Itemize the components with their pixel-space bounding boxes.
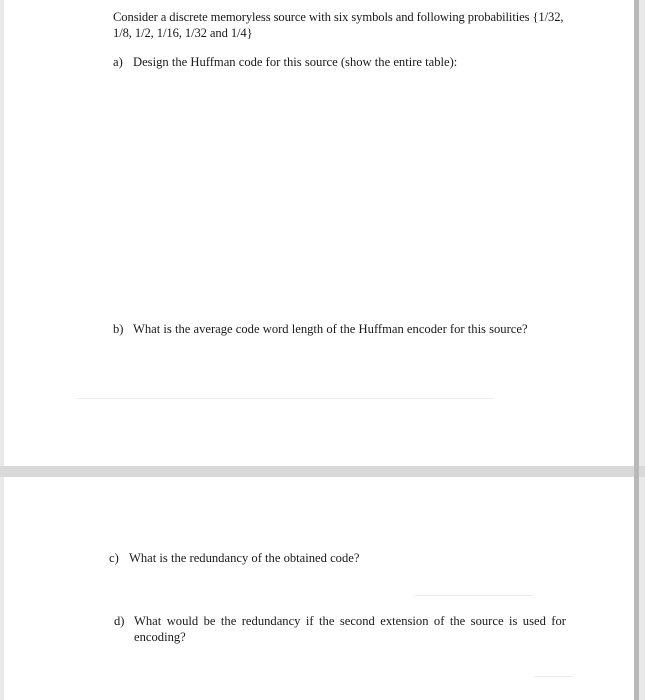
faint-rule — [415, 595, 533, 596]
faint-rule — [77, 398, 494, 399]
question-b-text: What is the average code word length of the Huffman encoder for this source? — [133, 322, 528, 336]
question-c-text: What is the redundancy of the obtained code? — [129, 551, 360, 565]
scrollbar-edge — [634, 0, 639, 700]
problem-statement: Consider a discrete memoryless source with six symbols and following probabilities {1/32, 1/8, 1/2, 1/16, 1/32 and 1/4} — [113, 10, 564, 40]
question-b-label: b) — [113, 322, 124, 336]
question-d-text: What would be the redundancy if the second extension of the source is used for encoding? — [134, 614, 566, 644]
question-a-label: a) — [113, 55, 123, 69]
page-gap — [0, 466, 645, 477]
document-page-2 — [4, 477, 634, 700]
question-a-text: Design the Huffman code for this source (show the entire table): — [133, 55, 458, 69]
question-d-label: d) — [114, 614, 125, 628]
faint-rule — [534, 676, 574, 677]
question-c-label: c) — [109, 551, 119, 565]
